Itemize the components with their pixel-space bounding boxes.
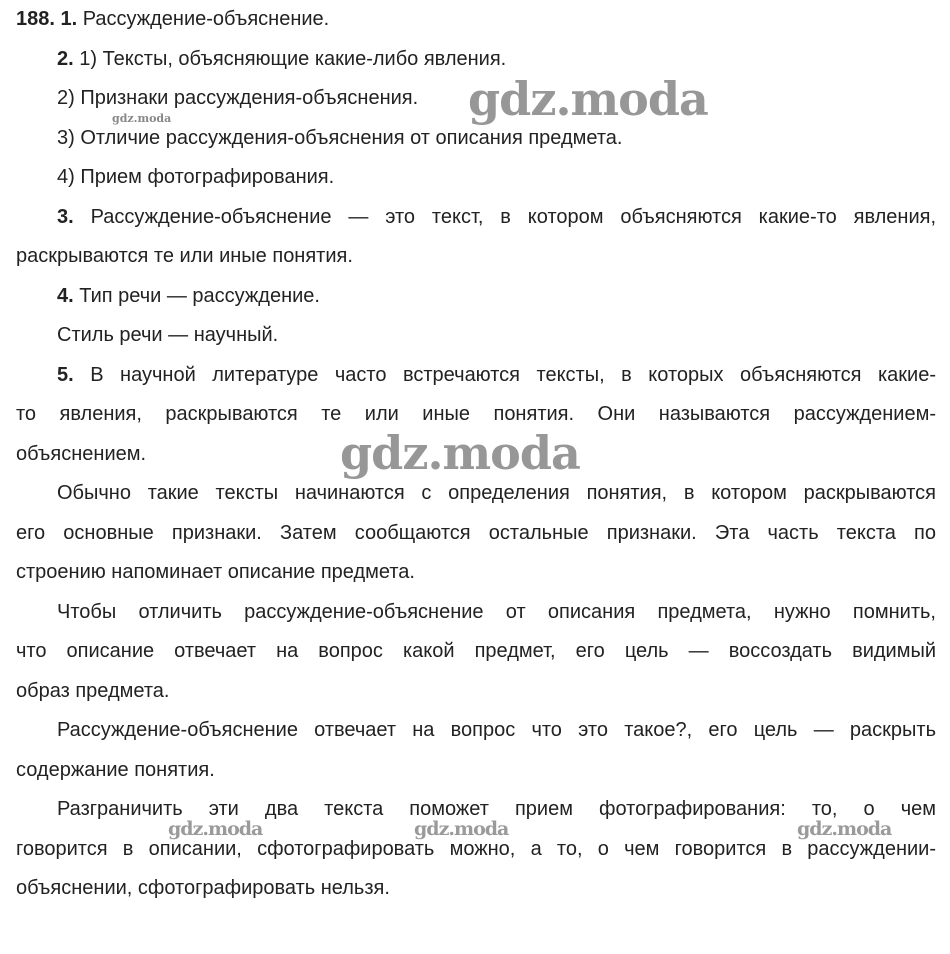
line-q2-2: 2) Признаки рассуждения-объяснения. xyxy=(57,87,419,109)
line-q2-4: 4) Прием фотографирования. xyxy=(57,166,335,188)
watermark-logo-small: gdz.moda xyxy=(168,818,263,840)
watermark-logo-small: gdz.moda xyxy=(414,818,509,840)
line-q5-1: 5. В научной литературе часто встречаются тексты, в которых объясняются какие- xyxy=(57,363,936,386)
line-p9-3: объяснении, сфотографировать нельзя. xyxy=(16,877,390,899)
task-number: 188. 1. xyxy=(16,8,78,30)
line-p6-1: Обычно такие тексты начинаются с определения понятия, в котором раскрываются xyxy=(57,482,936,504)
line-q5-2: то явления, раскрываются те или иные понятия. Они называются рассуждением- xyxy=(16,403,936,425)
line-q3-2: раскрываются те или иные понятия. xyxy=(16,245,353,267)
watermark-logo: gdz.moda xyxy=(468,72,708,126)
line-q2-3: 3) Отличие рассуждения-объяснения от описания предмета. xyxy=(57,126,623,149)
line-p7-2: что описание отвечает на вопрос какой предмет, его цель — воссоздать видимый xyxy=(16,640,936,662)
answer-text xyxy=(16,0,936,909)
line-p7-3: образ предмета. xyxy=(16,679,170,702)
watermark-logo: gdz.moda xyxy=(340,426,580,480)
line-q4-1: 4. Тип речи — рассуждение. xyxy=(57,284,320,307)
line-q4-2: Стиль речи — научный. xyxy=(57,324,279,346)
line-p6-2: его основные признаки. Затем сообщаются остальные признаки. Эта часть текста по xyxy=(16,521,936,544)
watermark-logo-tiny: gdz.moda xyxy=(112,112,172,125)
line-q5-3: объяснением. xyxy=(16,442,147,465)
line-p9-1: Разграничить эти два текста поможет прием фотографирования: то, о чем xyxy=(57,798,936,820)
line-p9-2: говорится в описании, сфотографировать можно, а то, о чем говорится в рассуждении- xyxy=(16,837,936,860)
line-p7-1: Чтобы отличить рассуждение-объяснение от описания предмета, нужно помнить, xyxy=(57,600,936,623)
line-p6-3: строению напоминает описание предмета. xyxy=(16,561,415,583)
line-p8-1: Рассуждение-объяснение отвечает на вопрос что это такое?, его цель — раскрыть xyxy=(57,719,936,741)
watermark-logo-small: gdz.moda xyxy=(797,818,892,840)
line-q3-1: 3. Рассуждение-объяснение — это текст, в котором объясняются какие-то явления, xyxy=(57,205,937,228)
line-q2-1: 2. 1) Тексты, объясняющие какие-либо явления. xyxy=(57,47,507,70)
line-task-title: 188. 1. Рассуждение-объяснение. xyxy=(16,8,330,30)
line-p8-2: содержание понятия. xyxy=(16,758,215,781)
